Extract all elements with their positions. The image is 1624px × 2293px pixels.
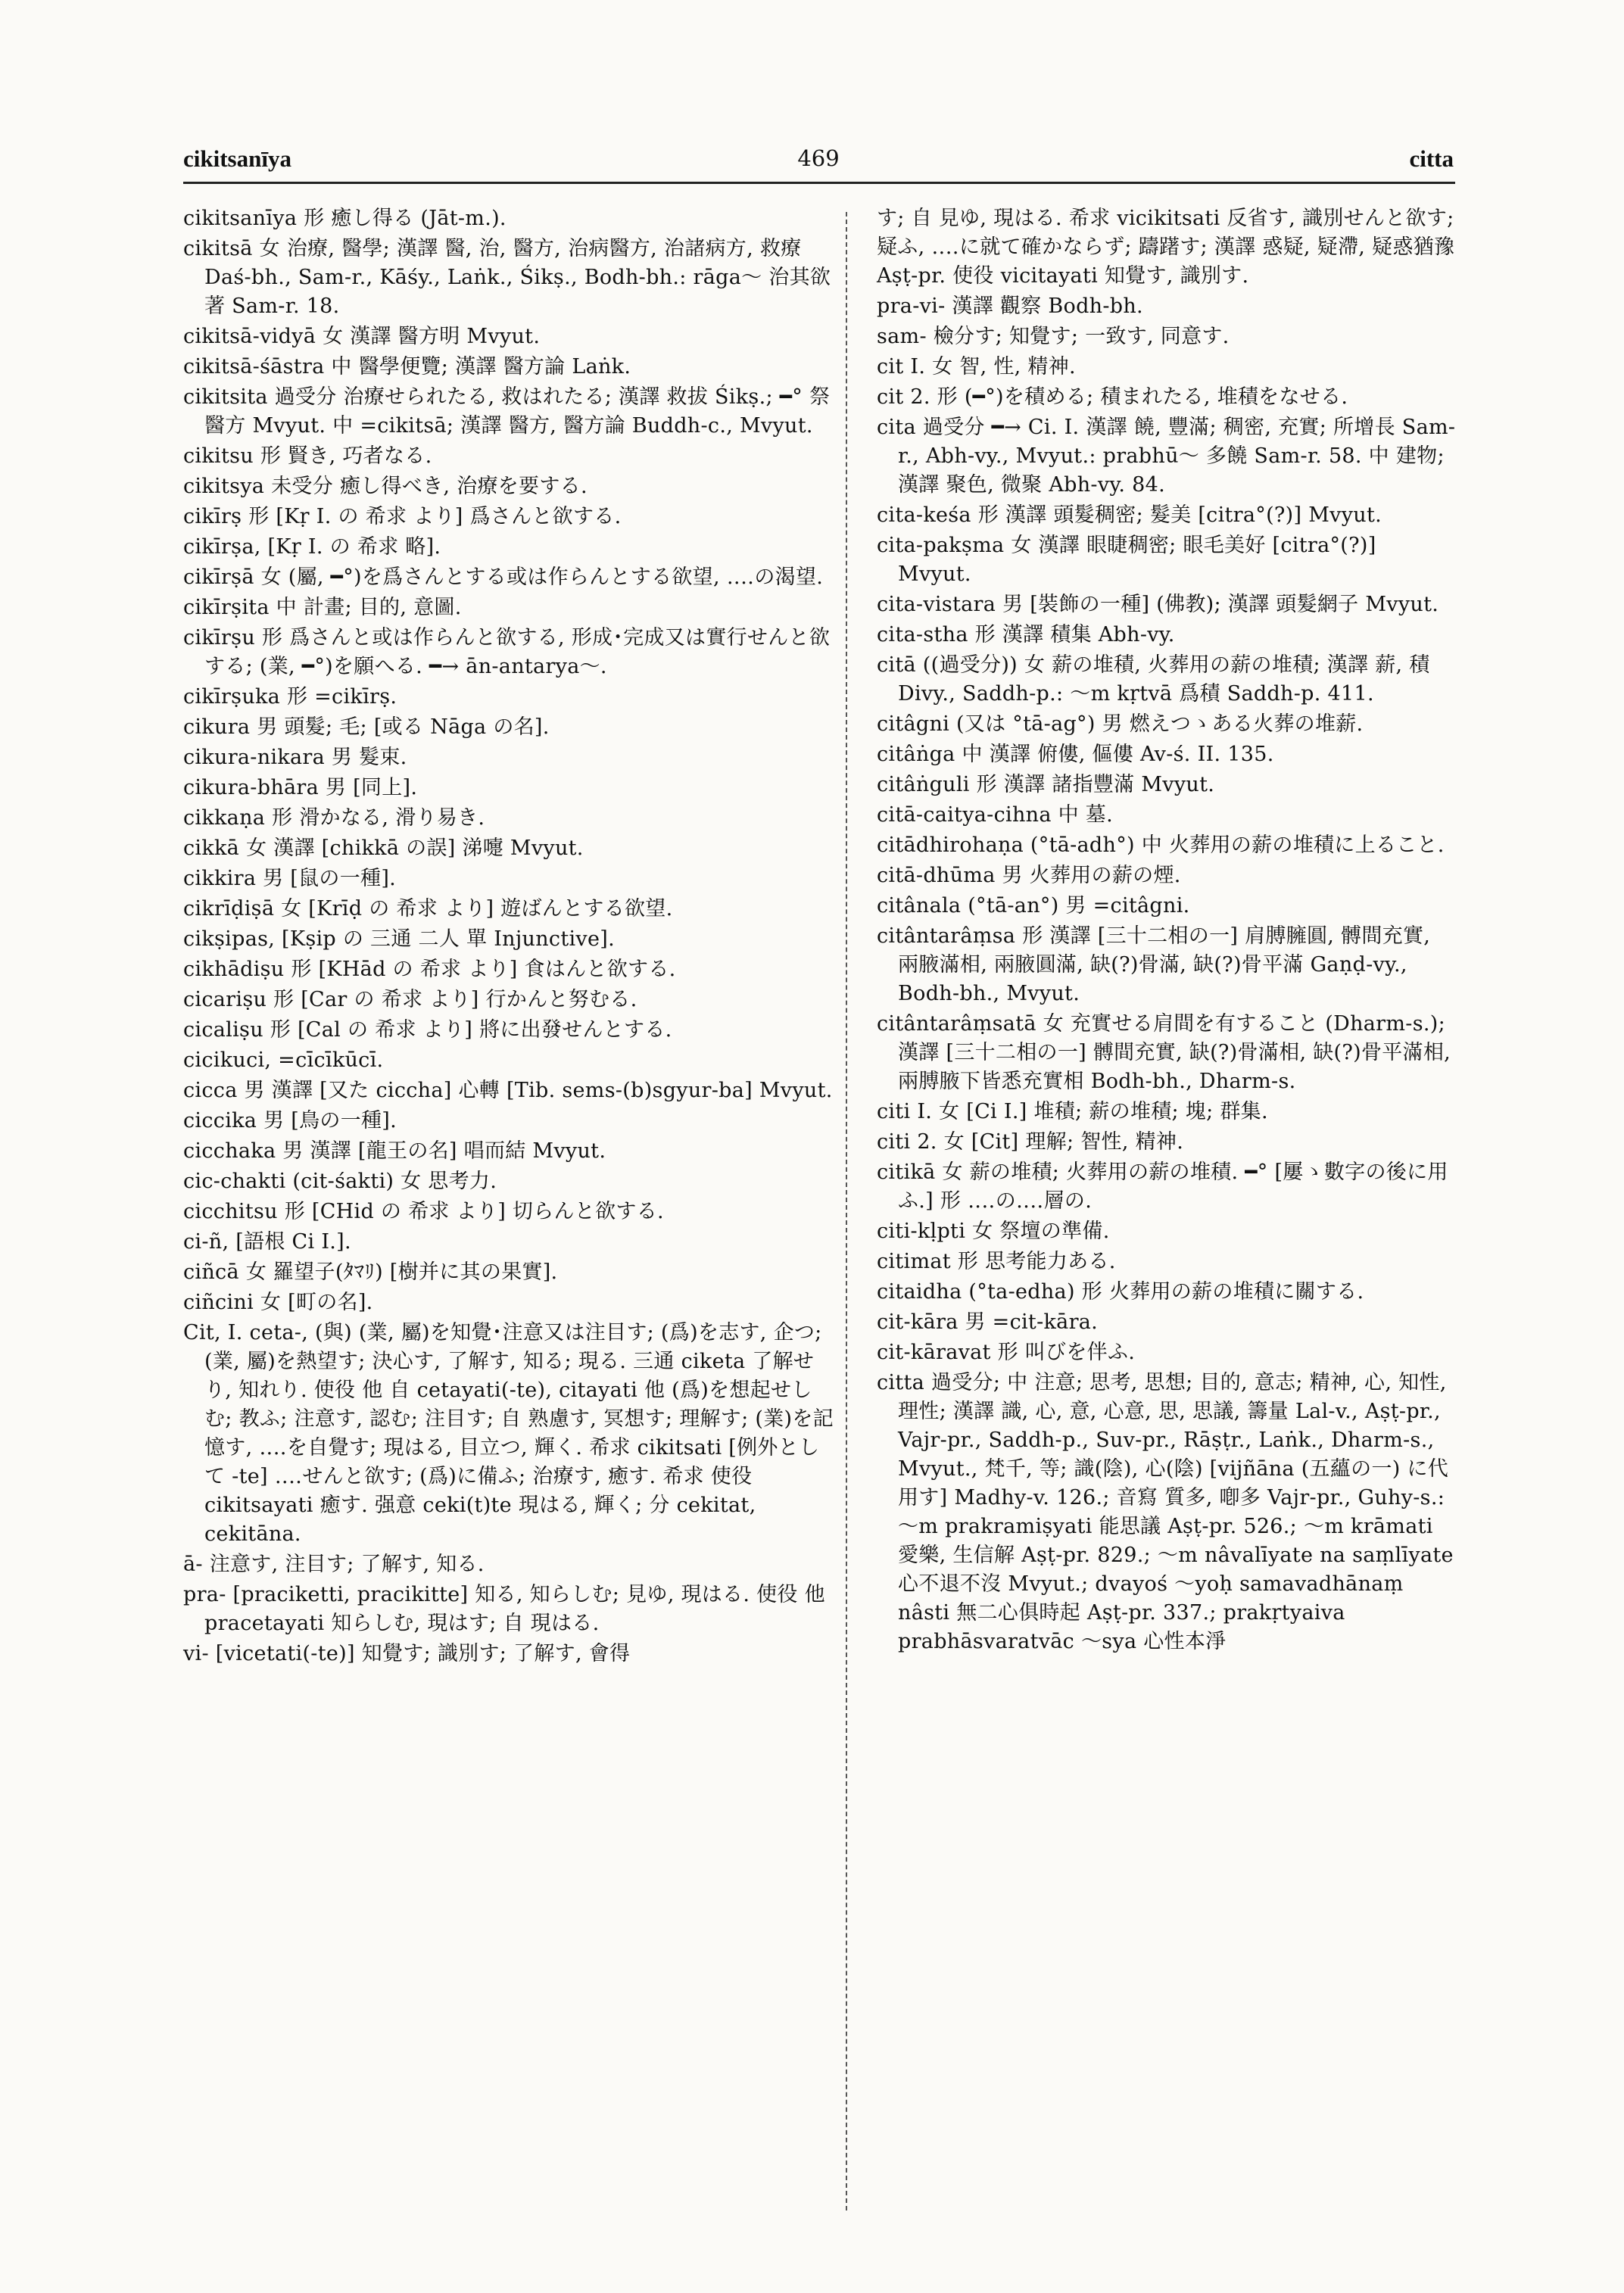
dictionary-entry: citi I. 女 [Ci I.] 堆積; 薪の堆積; 塊; 群集.: [877, 1100, 1268, 1123]
dictionary-entry: cikīrṣā 女 (屬, ━°)を爲さんとする或は作らんとする欲望, ‥‥の渴望.: [183, 565, 824, 589]
right-running-headword: citta: [1409, 145, 1454, 172]
dictionary-entry: cicchitsu 形 [CHid の 希求 より] 切らんと欲する.: [183, 1200, 664, 1223]
dictionary-entry: citânala (°tā-an°) 男 =citâgni.: [877, 894, 1190, 918]
dictionary-entry: cikura-nikara 男 髮束.: [183, 746, 407, 769]
dictionary-entry: cikīrṣita 中 計畫; 目的, 意圖.: [183, 596, 462, 619]
dictionary-entry: cikura 男 頭髮; 毛; [或る Nāga の名].: [183, 715, 550, 739]
header-rule: [183, 182, 1455, 184]
dictionary-entry: cita-keśa 形 漢譯 頭髮稠密; 髮美 [citra°(?)] Mvyut.: [877, 503, 1382, 527]
dictionary-entry: cikitsya 未受分 癒し得べき, 治療を要する.: [183, 475, 588, 498]
dictionary-entry: cit 2. 形 (━°)を積める; 積まれたる, 堆積をなせる.: [877, 385, 1348, 409]
dictionary-entry: citi-kḷpti 女 祭壇の準備.: [877, 1220, 1110, 1243]
dictionary-entry: sam- 檢分す; 知覺す; 一致す, 同意す.: [877, 325, 1230, 348]
dictionary-entry: cicariṣu 形 [Car の 希求 より] 行かんと努むる.: [183, 988, 637, 1011]
dictionary-entry: citâgni (又は °tā-ag°) 男 燃えつゝある火葬の堆薪.: [877, 712, 1364, 736]
dictionary-entry: cikīrṣa, [Kṛ I. の 希求 略].: [183, 535, 441, 559]
dictionary-entry: ciñcini 女 [町の名].: [183, 1291, 373, 1314]
dictionary-entry: cicikuci, =cīcīkūcī.: [183, 1048, 384, 1072]
dictionary-entry: cic-chakti (cit-śakti) 女 思考力.: [183, 1170, 497, 1193]
dictionary-entry: cikitsanīya 形 癒し得る (Jāt-m.).: [183, 207, 507, 230]
dictionary-entry: cikitsita 過受分 治療せられたる, 救はれたる; 漢譯 救拔 Śikṣ.; ━° 祭醫方 Mvyut. 中 =cikitsā; 漢譯 醫方, 醫方論 Buddh-c., Mvyut.: [183, 385, 831, 438]
dictionary-entry: cikṣipas, [Kṣip の 三通 二人 單 Injunctive].: [183, 927, 615, 951]
dictionary-entry: cikkaṇa 形 滑かなる, 滑り易き.: [183, 806, 485, 830]
dictionary-entry: vi- [vicetati(-te)] 知覺す; 識別す; 了解す, 會得: [183, 1642, 631, 1665]
dictionary-entry: cikrīḍiṣā 女 [Krīḍ の 希求 より] 遊ばんとする欲望.: [183, 897, 673, 921]
page-number: 469: [797, 145, 840, 171]
dictionary-entry: cikhādiṣu 形 [KHād の 希求 より] 食はんと欲する.: [183, 958, 676, 981]
dictionary-entry: す; 自 見ゆ, 現はる. 希求 vicikitsati 反省す, 識別せんと欲す; 疑ふ, ‥‥に就て確かならず; 躊躇す; 漢譯 惑疑, 疑滯, 疑惑猶豫 Aṣṭ-pr. 使役 vicitayati 知覺す, 識別す.: [877, 207, 1455, 288]
dictionary-entry: ciñcā 女 羅望子(ﾀﾏﾘ) [樹并に其の果實].: [183, 1260, 558, 1284]
dictionary-entry: cicca 男 漢譯 [又た ciccha] 心轉 [Tib. sems-(b)sgyur-ba] Mvyut.: [183, 1079, 833, 1102]
dictionary-entry: citā-caitya-cihna 中 墓.: [877, 803, 1113, 827]
dictionary-entry: cikīrṣu 形 爲さんと或は作らんと欲する, 形成･完成又は實行せんと欲する; (業, ━°)を願へる. ━→ ān-antarya〜.: [183, 626, 831, 678]
dictionary-entry: cikīrṣuka 形 =cikīrṣ.: [183, 685, 397, 709]
dictionary-entry: cicaliṣu 形 [Cal の 希求 より] 將に出發せんとする.: [183, 1018, 672, 1042]
dictionary-entry: cita-pakṣma 女 漢譯 眼睫稠密; 眼毛美好 [citra°(?)] Mvyut.: [877, 534, 1376, 586]
dictionary-entry: citi 2. 女 [Cit] 理解; 智性, 精神.: [877, 1130, 1184, 1154]
dictionary-entry: cit-kāravat 形 叫びを伴ふ.: [877, 1341, 1136, 1364]
dictionary-entry: pra-vi- 漢譯 觀察 Bodh-bh.: [877, 294, 1143, 318]
column-divider: [846, 212, 847, 2210]
dictionary-entry: citimat 形 思考能力ある.: [877, 1250, 1116, 1273]
dictionary-entry: ci-ñ, [語根 Ci I.].: [183, 1230, 351, 1254]
dictionary-entry: cit-kāra 男 =cit-kāra.: [877, 1310, 1099, 1334]
dictionary-entry: cit I. 女 智, 性, 精神.: [877, 355, 1076, 379]
dictionary-entry: citâṅga 中 漢譯 俯僂, 傴僂 Av-ś. II. 135.: [877, 743, 1274, 766]
dictionary-entry: citikā 女 薪の堆積; 火葬用の薪の堆積. ━° [屢ゝ數字の後に用ふ.] 形 ‥‥の‥‥層の.: [877, 1161, 1448, 1213]
dictionary-entry: ā- 注意す, 注目す; 了解す, 知る.: [183, 1553, 485, 1576]
dictionary-entry: citā-dhūma 男 火葬用の薪の煙.: [877, 864, 1181, 887]
dictionary-entry: cikitsu 形 賢き, 巧者なる.: [183, 444, 432, 468]
dictionary-entry: citā ((過受分)) 女 薪の堆積, 火葬用の薪の堆積; 漢譯 薪, 積 Divy., Saddh-p.: 〜m kṛtvā 爲積 Saddh-p. 411.: [877, 653, 1430, 706]
dictionary-entry: cikitsā 女 治療, 醫學; 漢譯 醫, 治, 醫方, 治病醫方, 治諸病方, 救療 Daś-bh., Sam-r., Kāśy., Laṅk., Śikṣ., Bodh-bh.: rāga〜 治其欲著 Sam-r. 18.: [183, 237, 831, 318]
dictionary-entry: ciccika 男 [鳥の一種].: [183, 1109, 397, 1132]
dictionary-entry: cikitsā-vidyā 女 漢譯 醫方明 Mvyut.: [183, 325, 541, 348]
dictionary-entry: cikkā 女 漢譯 [chikkā の誤] 涕嚏 Mvyut.: [183, 837, 584, 860]
left-running-headword: cikitsanīya: [183, 145, 291, 172]
dictionary-entry: pra- [praciketti, pracikitte] 知る, 知らしむ; 見ゆ, 現はる. 使役 他 pracetayati 知らしむ, 現はす; 自 現はる.: [183, 1583, 825, 1635]
dictionary-entry: citâṅguli 形 漢譯 諸指豐滿 Mvyut.: [877, 773, 1215, 796]
dictionary-entry: cikkira 男 [鼠の一種].: [183, 867, 397, 890]
dictionary-entry: citântarâṃsatā 女 充實せる肩間を有すること (Dharm-s.); 漢譯 [三十二相の一] 髆間充實, 缺(?)骨滿相, 缺(?)骨平滿相, 兩膊腋下皆悉充實相 Bodh-bh., Dharm-s.: [877, 1012, 1451, 1093]
dictionary-entry: cikīrṣ 形 [Kṛ I. の 希求 より] 爲さんと欲する.: [183, 505, 622, 528]
dictionary-entry: citântarâṃsa 形 漢譯 [三十二相の一] 肩膊臃圓, 髆間充實, 兩腋滿相, 兩腋圓滿, 缺(?)骨滿, 缺(?)骨平滿 Gaṇḍ-vy., Bodh-bh., Mvyut.: [877, 924, 1431, 1005]
dictionary-entry: cita-stha 形 漢譯 積集 Abh-vy.: [877, 623, 1175, 646]
dictionary-entry: Cit, I. ceta-, (與) (業, 屬)を知覺･注意又は注目す; (爲)を志す, 企つ; (業, 屬)を熱望す; 決心す, 了解す, 知る; 現る. 三通 ciketa 了解せり, 知れり. 使役 他 自 cetayati(-te), citayati 他 (爲)を想起せしむ; 教ふ; 注意す, 認む; 注目す; 自 熟慮す, 冥想す; 理解す; (業)を記憶す, ‥‥を自覺す; 現はる, 目立つ, 輝く. 希求 cikitsati [例外として -te] ‥‥せんと欲す; (爲)に備ふ; 治療す, 癒す. 希求 使役 cikitsayati 癒す. 强意 ceki(t)te 現はる, 輝く; 分 cekitat, cekitāna.: [183, 1321, 834, 1546]
right-column: [877, 204, 1456, 1658]
page-header: [183, 141, 1454, 179]
dictionary-entry: citta 過受分; 中 注意; 思考, 思想; 目的, 意志; 精神, 心, 知性, 理性; 漢譯 識, 心, 意, 心意, 思, 思議, 籌量 Lal-v., Aṣṭ-pr., Vajr-pr., Saddh-p., Suv-pr., Rāṣṭr., Laṅk., Dharm-s., Mvyut., 梵千, 等; 識(陰), 心(陰) [vijñāna (五蘊の一) に代用す] Madhy-v. 126.; 音寫 質多, 喞多 Vajr-pr., Guhy-s.: 〜m prakramiṣyati 能思議 Aṣṭ-pr. 526.; 〜m krāmati 愛樂, 生信解 Aṣṭ-pr. 829.; 〜m nâvalīyate na saṃlīyate 心不退不沒 Mvyut.; dvayoś 〜yoḥ samavadhānaṃ nâsti 無二心俱時起 Aṣṭ-pr. 337.; prakṛtyaiva prabhāsvaratvāc 〜sya 心性本淨: [877, 1371, 1454, 1653]
dictionary-entry: citaidha (°ta-edha) 形 火葬用の薪の堆積に關する.: [877, 1280, 1364, 1304]
dictionary-entry: cicchaka 男 漢譯 [龍王の名] 唱而結 Mvyut.: [183, 1139, 606, 1163]
dictionary-entry: cikura-bhāra 男 [同上].: [183, 776, 418, 799]
dictionary-entry: cikitsā-śāstra 中 醫學便覽; 漢譯 醫方論 Laṅk.: [183, 355, 631, 379]
left-column: [183, 204, 834, 1670]
dictionary-entry: citādhirohaṇa (°tā-adh°) 中 火葬用の薪の堆積に上ること.: [877, 833, 1445, 857]
dictionary-entry: cita 過受分 ━→ Ci. I. 漢譯 饒, 豐滿; 稠密, 充實; 所增長 Sam-r., Abh-vy., Mvyut.: prabhū〜 多饒 Sam-r. 58. 中 建物; 漢譯 聚色, 微聚 Abh-vy. 84.: [877, 416, 1456, 497]
dictionary-entry: cita-vistara 男 [裝飾の一種] (佛教); 漢譯 頭髮網子 Mvyut.: [877, 593, 1439, 616]
